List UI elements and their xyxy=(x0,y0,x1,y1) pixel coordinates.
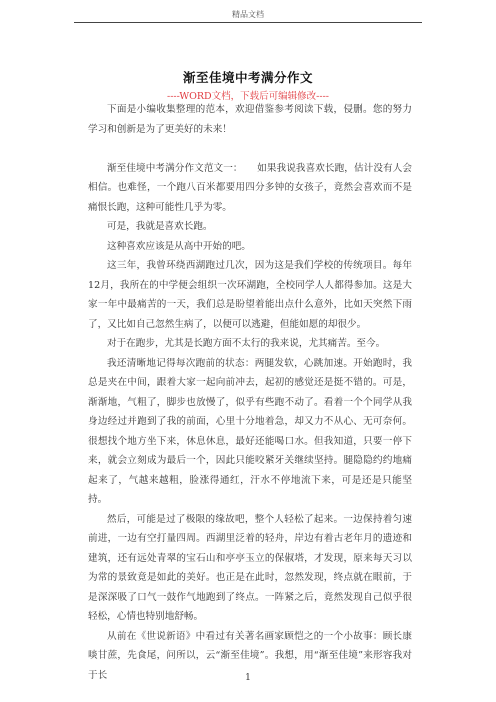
page-header: 精品文档 xyxy=(232,10,264,19)
page-number: 1 xyxy=(245,673,251,683)
body-paragraph: 这三年，我曾环绕西湖跑过几次，因为这是我们学校的传统项目。每年12月，我所在的中学便会组织一次环湖跑，全校同学人人都得参加。这是大家一年中最痛苦的一天，我们总是盼望着能出点什么意外，比如天突然下雨了，又比如自己忽然生病了，以便可以逃避，但能如愿的却很少。 xyxy=(88,260,412,330)
body-paragraph: 这种喜欢应该是从高中开始的吧。 xyxy=(107,240,251,252)
document-title: 渐至佳境中考满分作文 xyxy=(182,70,313,85)
body-paragraph: 对于在跑步，尤其是长跑方面不太行的我来说，尤其痛苦。至今。 xyxy=(107,338,386,349)
document-body xyxy=(88,100,412,685)
download-notice: ----WORD文档，下载后可编辑修改---- xyxy=(167,91,329,102)
body-paragraph: 从前在《世说新语》中看过有关著名画家顾恺之的一个小故事：顾长康啖甘蔗，先食尾，问所以，云“渐至佳境”。我想，用“渐至佳境”来形容我对于长 xyxy=(88,630,412,681)
body-paragraph: 可是，我就是喜欢长跑。 xyxy=(107,221,213,232)
body-paragraph: 我还清晰地记得每次跑前的状态：两腿发软，心跳加速。开始跑时，我总是夹在中间，跟着大家一起向前冲去，起初的感觉还是挺不错的。可是，渐渐地，气粗了，脚步也放慢了，似乎有些跑不动了。看着一个个同学从我身边经过并跑到了我的前面，心里十分地着急，却又力不从心、无可奈何。很想找个地方坐下来，休息休息，最好还能喝口水。但我知道，只要一停下来，就会立刻成为最后一个，因此只能咬紧牙关继续坚持。腿隐隐约约地痛起来了，气越来越粗，脸涨得通红，汗水不停地流下来，可是还是只能坚持。 xyxy=(88,357,412,505)
body-paragraph: 然后，可能是过了极限的缘故吧，整个人轻松了起来。一边保持着匀速前进，一边有空打量四周。西湖里泛着的轻舟，岸边有着古老年月的遗迹和建筑，还有远处青翠的宝石山和亭亭玉立的保俶塔，才发现，原来每天习以为常的景致竟是如此的美好。也正是在此时，忽然发现，终点就在眼前，于是深深吸了口气一鼓作气地跑到了终点。一阵紧之后，竟然发现自己似乎很轻松，心情也特别地舒畅。 xyxy=(88,513,412,622)
intro-paragraph: 下面是小编收集整理的范本，欢迎借鉴参考阅读下载，侵删。您的努力学习和创新是为了更美好的未来！ xyxy=(88,104,412,135)
body-paragraph: 渐至佳境中考满分作文范文一： 如果我说我喜欢长跑，估计没有人会相信。也难怪，一个跑八百米都要用四分多钟的女孩子，竟然会喜欢而不是痛恨长跑，这种可能性几乎为零。 xyxy=(88,162,412,213)
header-divider xyxy=(74,22,422,23)
